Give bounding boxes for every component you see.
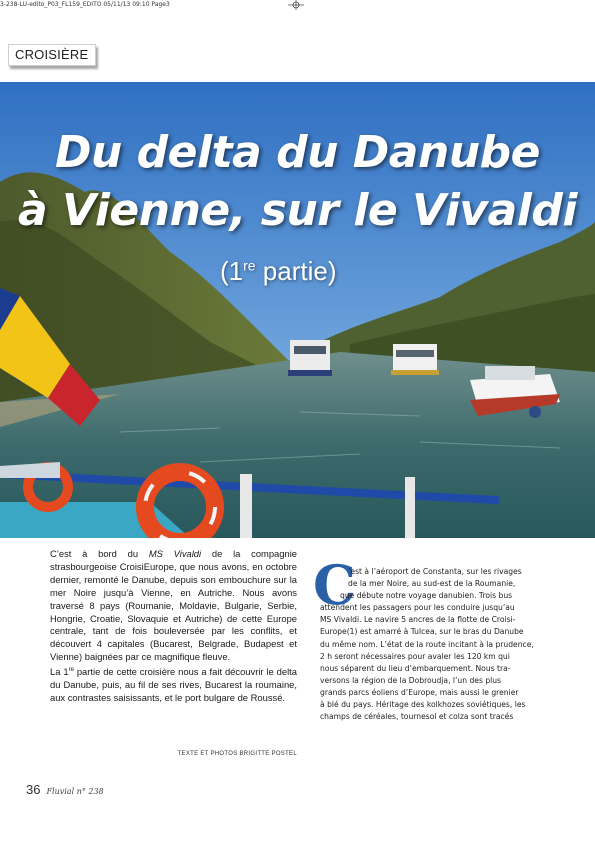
print-slug-text: 3-238-LU-edito_P03_FL159_EDITO 05/11/13 09:10 Page3	[0, 1, 170, 8]
article-subtitle	[220, 256, 337, 287]
page-number: 36	[26, 782, 41, 797]
body-line: grands parcs éoliens d’Europe, mais aussi le grenier	[320, 687, 519, 697]
body-line: nous séparent du lieu d’embarquement. Nous tra-	[320, 663, 511, 673]
subtitle-close: partie)	[255, 256, 337, 286]
intro-p2-sup: re	[68, 667, 74, 674]
page-footer	[26, 782, 104, 797]
intro-p1-rest: de la compagnie strasbourgeoise CroisiEurope, que nous avons, en octobre dernier, remonté le Danube, depuis son embouchure sur la mer Noire jusqu’à Vienne, en Autriche. Nous avons traversé 8 pays (Roumanie, Moldavie, Bulgarie, Serbie, Hongrie, Croatie, Slovaquie et Autriche) de cette Europe centrale, tant de fois bouleversée par les conflits, et découvert 4 capitales (Bucarest, Belgrade, Budapest et Vienne) baignées par ce magnifique fleuve.	[50, 548, 297, 663]
registration-mark-icon	[288, 0, 304, 10]
intro-p2-rest: partie de cette croisière nous a fait découvrir le delta du Danube, puis, au fil de ses rives, Bucarest la roumaine, aux contrastes saisissants, et le port bulgare de Roussé.	[50, 666, 297, 704]
intro-p2-start: La 1	[50, 666, 69, 678]
boat-1	[288, 340, 332, 376]
section-label: CROISIÈRE	[8, 44, 96, 66]
intro-text	[50, 548, 297, 705]
drop-cap: C	[313, 553, 356, 617]
body-line: ’est à l’aéroport de Constanta, sur les rivages	[348, 567, 522, 576]
body-line: champs de céréales, tournesol et colza sont tracés	[320, 712, 514, 722]
boat-2	[391, 344, 439, 375]
subtitle-sup: re	[243, 257, 256, 274]
body-line: de la mer Noire, au sud-est de la Roumanie,	[348, 579, 516, 589]
intro-paragraph-1	[50, 548, 297, 664]
photo-credit: TEXTE ET PHOTOS BRIGITTE POSTEL	[177, 751, 297, 757]
body-line: versons la région de la Dobroudja, l’un des plus	[320, 675, 502, 685]
article-title	[0, 128, 595, 236]
magazine-name: Fluvial n° 238	[46, 787, 104, 796]
body-line: attendent les passagers pour les conduire jusqu’au	[320, 603, 515, 613]
body-line: MS Vivaldi. Le navire 5 ancres de la flotte de Croisi-	[320, 615, 516, 625]
print-slug	[0, 0, 595, 10]
body-column	[320, 566, 538, 723]
subtitle-open: (1	[220, 256, 244, 286]
title-line-1: Du delta du Danube	[55, 127, 540, 178]
body-line: du même nom. L’état de la route incitant à la prudence,	[320, 639, 534, 649]
body-line: à blé du pays. Héritage des kolkhozes soviétiques, les	[320, 700, 526, 710]
body-line: que débute notre voyage danubien. Trois bus	[340, 591, 513, 601]
title-line-2: à Vienne, sur le Vivaldi	[18, 185, 577, 236]
body-line: Europe(1) est amarré à Tulcea, sur le bras du Danube	[320, 627, 524, 637]
intro-paragraph-2	[50, 664, 297, 705]
body-line: 2 h seront nécessaires pour avaler les 120 km qui	[320, 651, 510, 661]
ship-name: MS Vivaldi	[148, 548, 202, 559]
intro-p1-start: C’est à bord du	[50, 548, 149, 559]
